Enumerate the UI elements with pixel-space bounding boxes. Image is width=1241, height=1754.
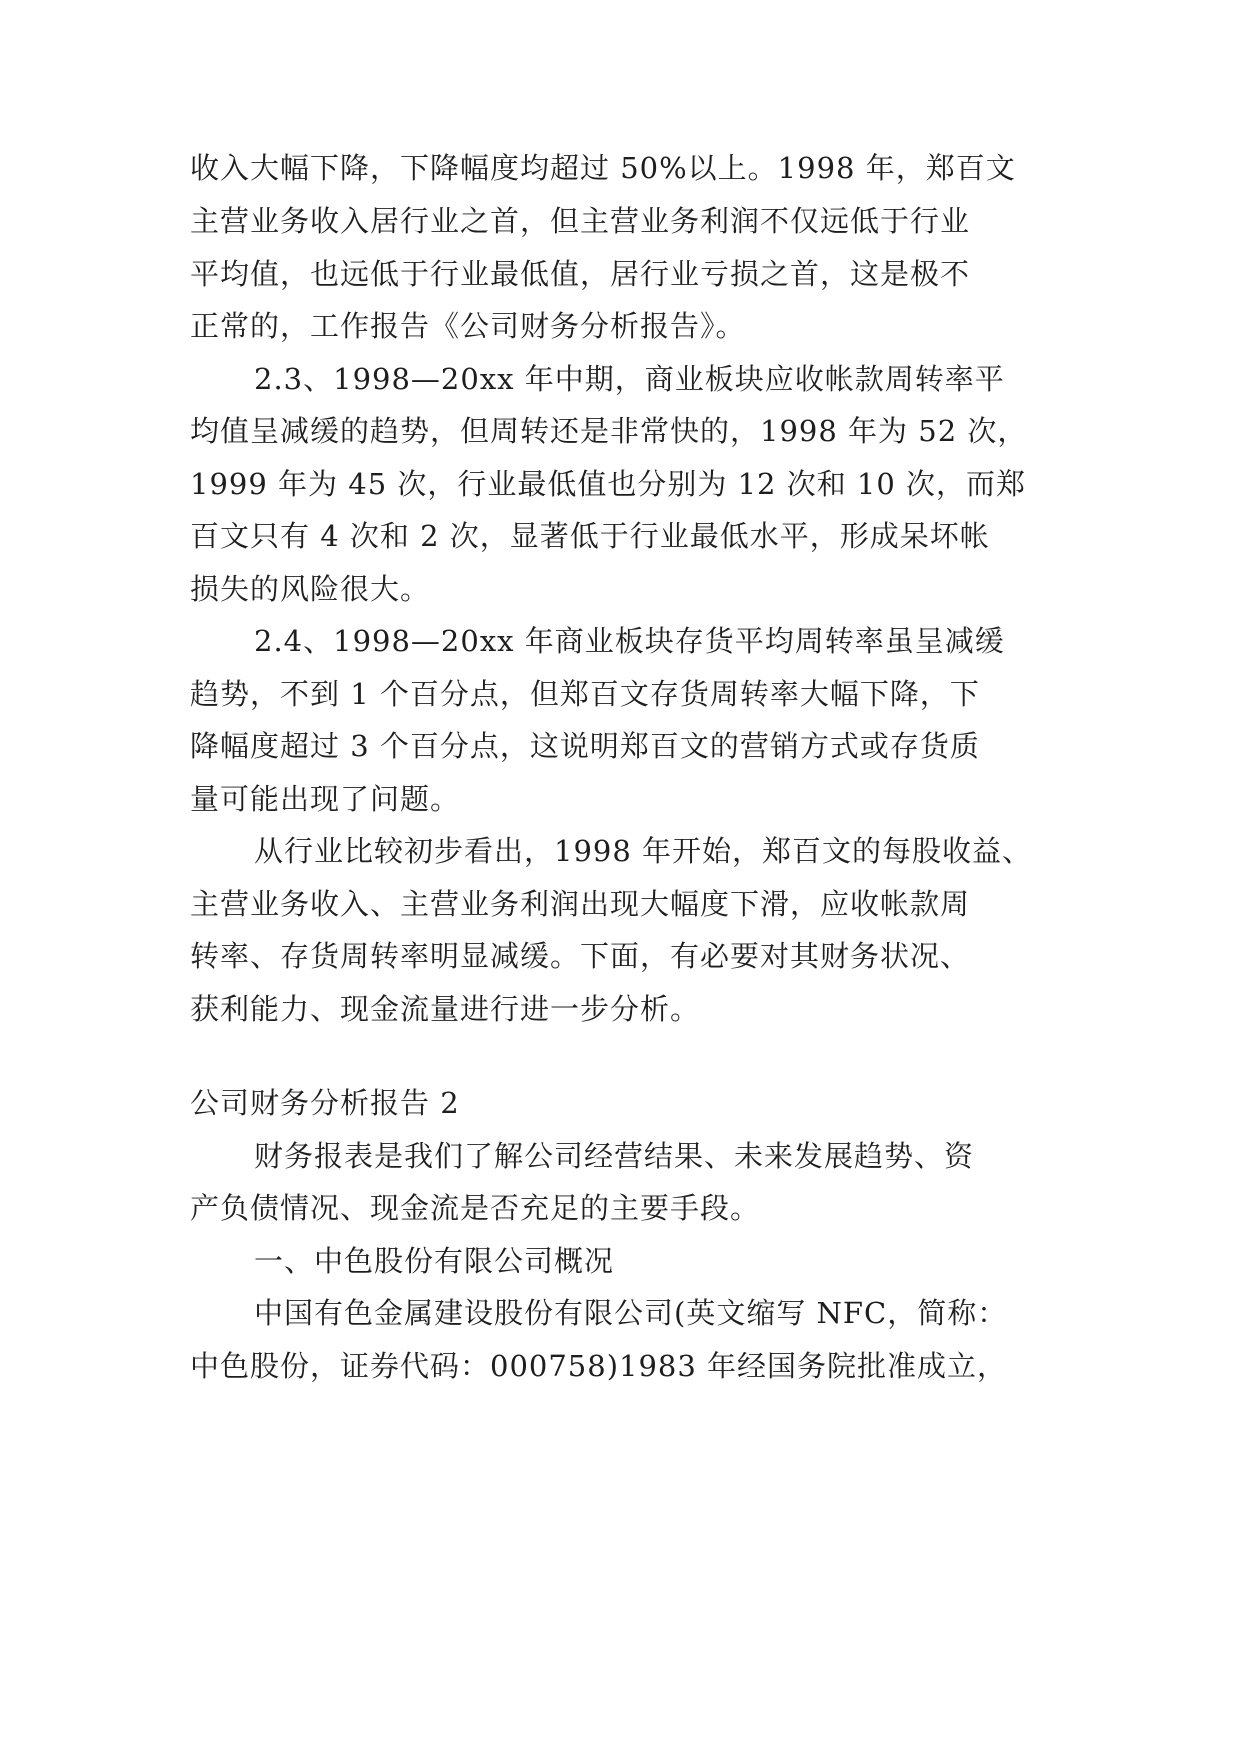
text-line: 财务报表是我们了解公司经营结果、未来发展趋势、资	[254, 1139, 975, 1173]
text-line: 2.3、1998—20xx 年中期，商业板块应收帐款周转率平	[254, 362, 1005, 396]
text-line: 转率、存货周转率明显减缓。下面，有必要对其财务状况、	[190, 939, 971, 973]
text-line: 收入大幅下降，下降幅度均超过 50%以上。1998 年，郑百文	[190, 151, 1016, 185]
text-line: 中色股份，证券代码：000758)1983 年经国务院批准成立，	[190, 1349, 1008, 1383]
text-line: 主营业务收入居行业之首，但主营业务利润不仅远低于行业	[190, 204, 971, 238]
text-line: 从行业比较初步看出，1998 年开始，郑百文的每股收益、	[254, 834, 1033, 868]
text-line: 1999 年为 45 次，行业最低值也分别为 12 次和 10 次，而郑	[190, 467, 1027, 501]
text-line: 趋势，不到 1 个百分点，但郑百文存货周转率大幅下降，下	[190, 677, 980, 711]
text-line: 主营业务收入、主营业务利润出现大幅度下滑，应收帐款周	[190, 887, 971, 921]
text-line: 获利能力、现金流量进行进一步分析。	[190, 992, 701, 1026]
text-line: 中国有色金属建设股份有限公司(英文缩写 NFC，简称：	[254, 1296, 1008, 1330]
text-line: 正常的，工作报告《公司财务分析报告》。	[190, 309, 746, 343]
text-line: 降幅度超过 3 个百分点，这说明郑百文的营销方式或存货质	[190, 729, 980, 763]
text-line: 产负债情况、现金流是否充足的主要手段。	[190, 1191, 761, 1225]
subheading: 一、中色股份有限公司概况	[254, 1244, 615, 1278]
text-line: 均值呈减缓的趋势，但周转还是非常快的，1998 年为 52 次，	[190, 414, 1028, 448]
text-line: 损失的风险很大。	[190, 572, 431, 606]
text-line: 百文只有 4 次和 2 次，显著低于行业最低水平，形成呆坏帐	[190, 519, 990, 553]
text-line: 平均值，也远低于行业最低值，居行业亏损之首，这是极不	[190, 257, 971, 291]
section-title: 公司财务分析报告 2	[190, 1086, 460, 1120]
text-line: 量可能出现了问题。	[190, 782, 461, 816]
text-line: 2.4、1998—20xx 年商业板块存货平均周转率虽呈减缓	[254, 624, 1005, 658]
